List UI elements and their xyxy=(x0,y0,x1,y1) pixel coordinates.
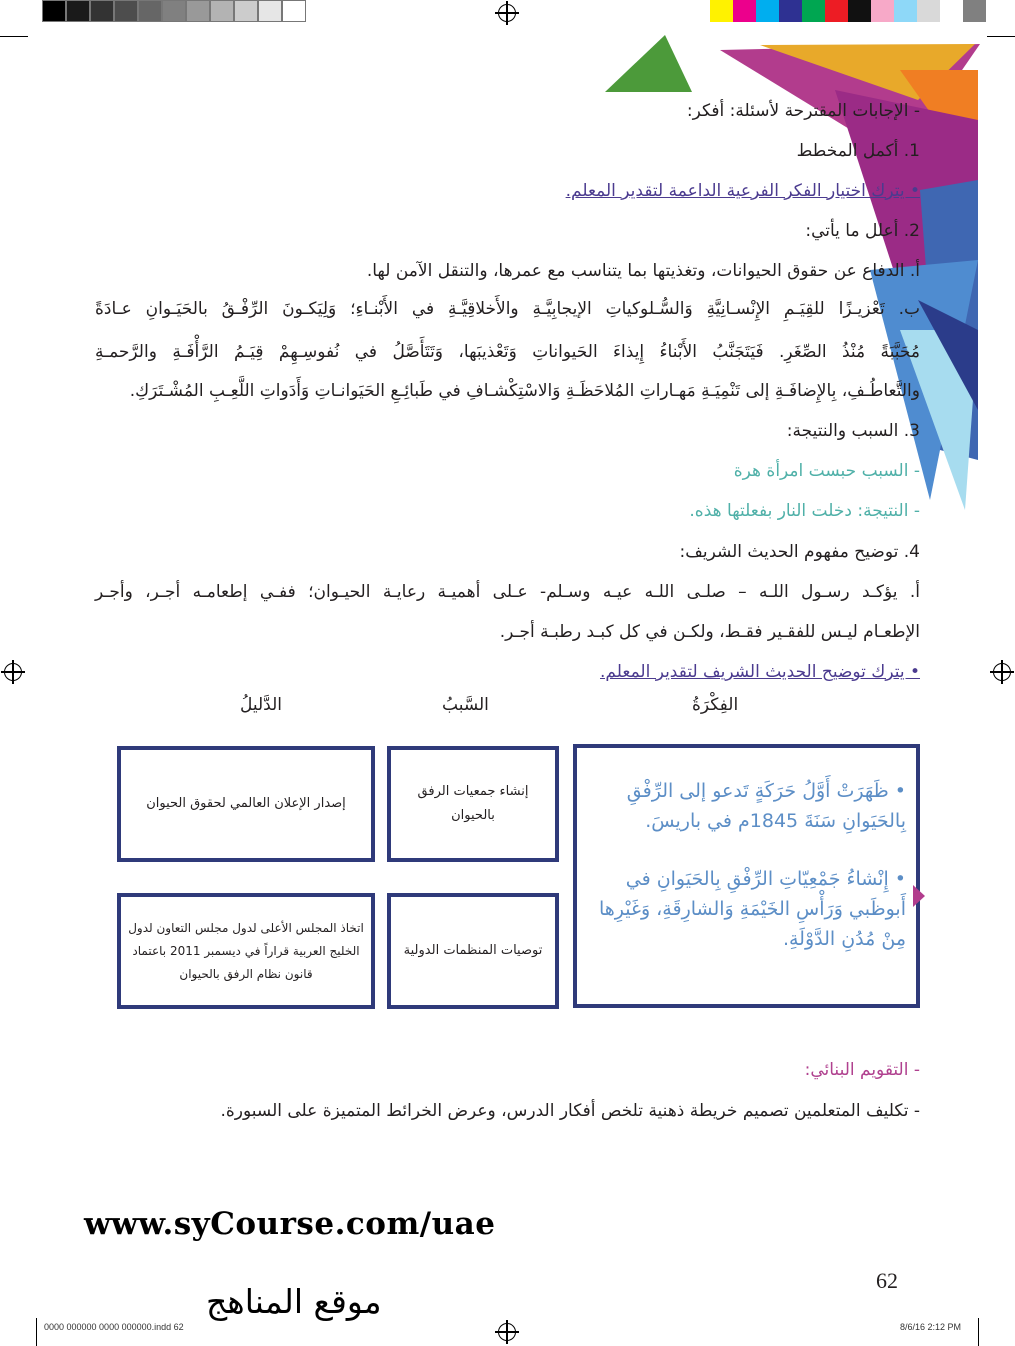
gray-swatch xyxy=(162,0,186,22)
registration-mark-left xyxy=(4,663,22,681)
gray-swatch xyxy=(234,0,258,22)
gray-swatch xyxy=(114,0,138,22)
gray-swatch xyxy=(90,0,114,22)
color-swatch xyxy=(733,0,756,22)
color-swatch xyxy=(756,0,779,22)
assessment-title: - التقويم البنائي: xyxy=(804,1060,920,1080)
reason-box-2 xyxy=(387,893,559,1009)
print-date: 8/6/16 2:12 PM xyxy=(900,1322,962,1332)
registration-mark-right xyxy=(993,663,1011,681)
file-slug: 0000 000000 0000 000000.indd 62 xyxy=(44,1322,184,1332)
registration-mark-bottom xyxy=(498,1323,516,1341)
color-swatch xyxy=(825,0,848,22)
q3-title: 3. السبب والنتيجة: xyxy=(786,421,920,441)
crop-mark xyxy=(978,1318,979,1346)
site-name: موقع المناهج xyxy=(206,1282,382,1321)
evidence-1: إصدار الإعلان العالمي لحقوق الحيوان xyxy=(146,796,346,811)
crop-mark xyxy=(36,1318,37,1346)
q4-answer-line2: الإطعـام ليـس للفقـير فقـط، ولكـن في كل كبـد رطبـة أجـر. xyxy=(499,622,920,642)
q4-answer-line1: أ. يؤكـد رسـول اللـه – صلـى اللـه عيـه وسـلم- عـلى أهميـة رعايـة الحيـوان؛ ففـي إطعامـه أجـر، وأجـر xyxy=(95,582,920,602)
header-evidence: الدَّليلُ xyxy=(240,695,283,715)
header-reason: السَّببُ xyxy=(442,695,489,715)
grayscale-calibration-strip xyxy=(42,0,306,22)
idea-1: • ظَهَرَتْ أَوَّلُ حَرَكَةٍ تَدعو إلى الرِّفْقِ بِالحَيَوانِ سَنَةَ 1845م في باريسَ. xyxy=(626,780,906,832)
evidence-box-1 xyxy=(117,746,375,862)
crop-mark xyxy=(0,36,28,37)
gray-swatch xyxy=(210,0,234,22)
assessment-text: - تكليف المتعلمين تصميم خريطة ذهنية تلخص أفكار الدرس، وعرض الخرائط المتميزة على السبورة. xyxy=(220,1101,920,1121)
header-idea: الفِكْرَةُ xyxy=(692,695,739,715)
idea-box xyxy=(573,744,920,1008)
gray-swatch xyxy=(138,0,162,22)
color-swatch xyxy=(848,0,871,22)
gray-swatch xyxy=(42,0,66,22)
color-swatch xyxy=(802,0,825,22)
q1-title: 1. أكمل المخطط xyxy=(796,141,920,161)
color-swatch xyxy=(940,0,963,22)
q2-answer-b-line1: ب. تَعْزيـزًا للقِيَـمِ الإِنْسـانِيَّةِ وَالسُّـلوكياتِ الإيجابِيَّـةِ والأَخلاقِيَّـةِ في الأَبْنـاءِ؛ وَلِيَكـونَ الرِّفْـقُ بالحَيَـوانِ عـادَةً xyxy=(95,299,920,319)
registration-mark-top xyxy=(498,4,516,22)
color-swatch xyxy=(710,0,733,22)
gray-swatch xyxy=(282,0,306,22)
q2-title: 2. أعلل ما يأتي: xyxy=(805,221,920,241)
q4-title: 4. توضيح مفهوم الحديث الشريف: xyxy=(679,542,920,562)
color-swatch xyxy=(894,0,917,22)
website-url: www.syCourse.com/uae xyxy=(84,1206,496,1242)
gray-swatch xyxy=(66,0,90,22)
q2-answer-a: أ. الدفاع عن حقوق الحيوانات، وتغذيتها بما يتناسب مع عمرها، والتنقل الآمن لها. xyxy=(366,261,920,281)
box-pointer-icon xyxy=(913,885,925,907)
idea-2: • إِنْشاءُ جَمْعِيّاتِ الرِّفْقِ بِالحَيَوانِ في أَبوظَبي وَرَأْسِ الخَيْمَةِ وَالشارِقَةِ، وَغَيْرِها مِنْ مُدُنِ الدَّوْلَةِ. xyxy=(599,868,906,950)
gray-swatch xyxy=(258,0,282,22)
answers-intro: - الإجابات المقترحة لأسئلة: أفكر: xyxy=(686,101,920,121)
color-swatch xyxy=(963,0,986,22)
gray-swatch xyxy=(186,0,210,22)
color-swatch xyxy=(917,0,940,22)
color-swatch xyxy=(871,0,894,22)
reason-1: إنشاء جمعيات الرفق بالحيوان xyxy=(417,784,529,823)
q1-note: • يترك اختيار الفكر الفرعية الداعمة لتقدير المعلم. xyxy=(565,181,920,201)
q2-answer-b-line3: والتَّعاطُـفِ، بِالإِضافَـةِ إلى تَنْمِيَـةِ مَهـاراتِ المُلاحَظَـةِ وَالاسْتِكْشـافِ في طَبائِـعِ الحَيَوانـاتِ وَأَدَواتِ اللَّعِـبِ المُشْـتَرَكِ. xyxy=(129,381,920,401)
evidence-box-2 xyxy=(117,893,375,1009)
color-calibration-strip xyxy=(710,0,986,22)
q3-result: - النتيجة: دخلت النار بفعلتها هذه. xyxy=(689,501,920,521)
q2-answer-b-line2: مُحَبَّبَةً مُنْذُ الصِّغَرِ. فَيَتَجَنَّبُ الأَبْناءُ إِيذاءَ الحَيواناتِ وَتَعْذيبَها، وَتَتَأَصَّلُ في نُفوسِـهِمْ قِيَـمُ الرَّأْفَـةِ والرَّحمـةِ xyxy=(95,342,920,362)
reason-2: توصيات المنظمات الدولية xyxy=(403,943,543,958)
color-swatch xyxy=(779,0,802,22)
q4-note: • يترك توضيح الحديث الشريف لتقدير المعلم. xyxy=(600,662,920,682)
reason-box-1 xyxy=(387,746,559,862)
evidence-2: اتخاذ المجلس الأعلى لدول مجلس التعاون لدول الخليج العربية قراراً في ديسمبر 2011 باعتماد قانون نظام الرفق بالحيوان xyxy=(128,920,364,981)
q3-cause: - السبب حبست امرأة هرة xyxy=(733,461,920,481)
page-number: 62 xyxy=(876,1268,898,1293)
